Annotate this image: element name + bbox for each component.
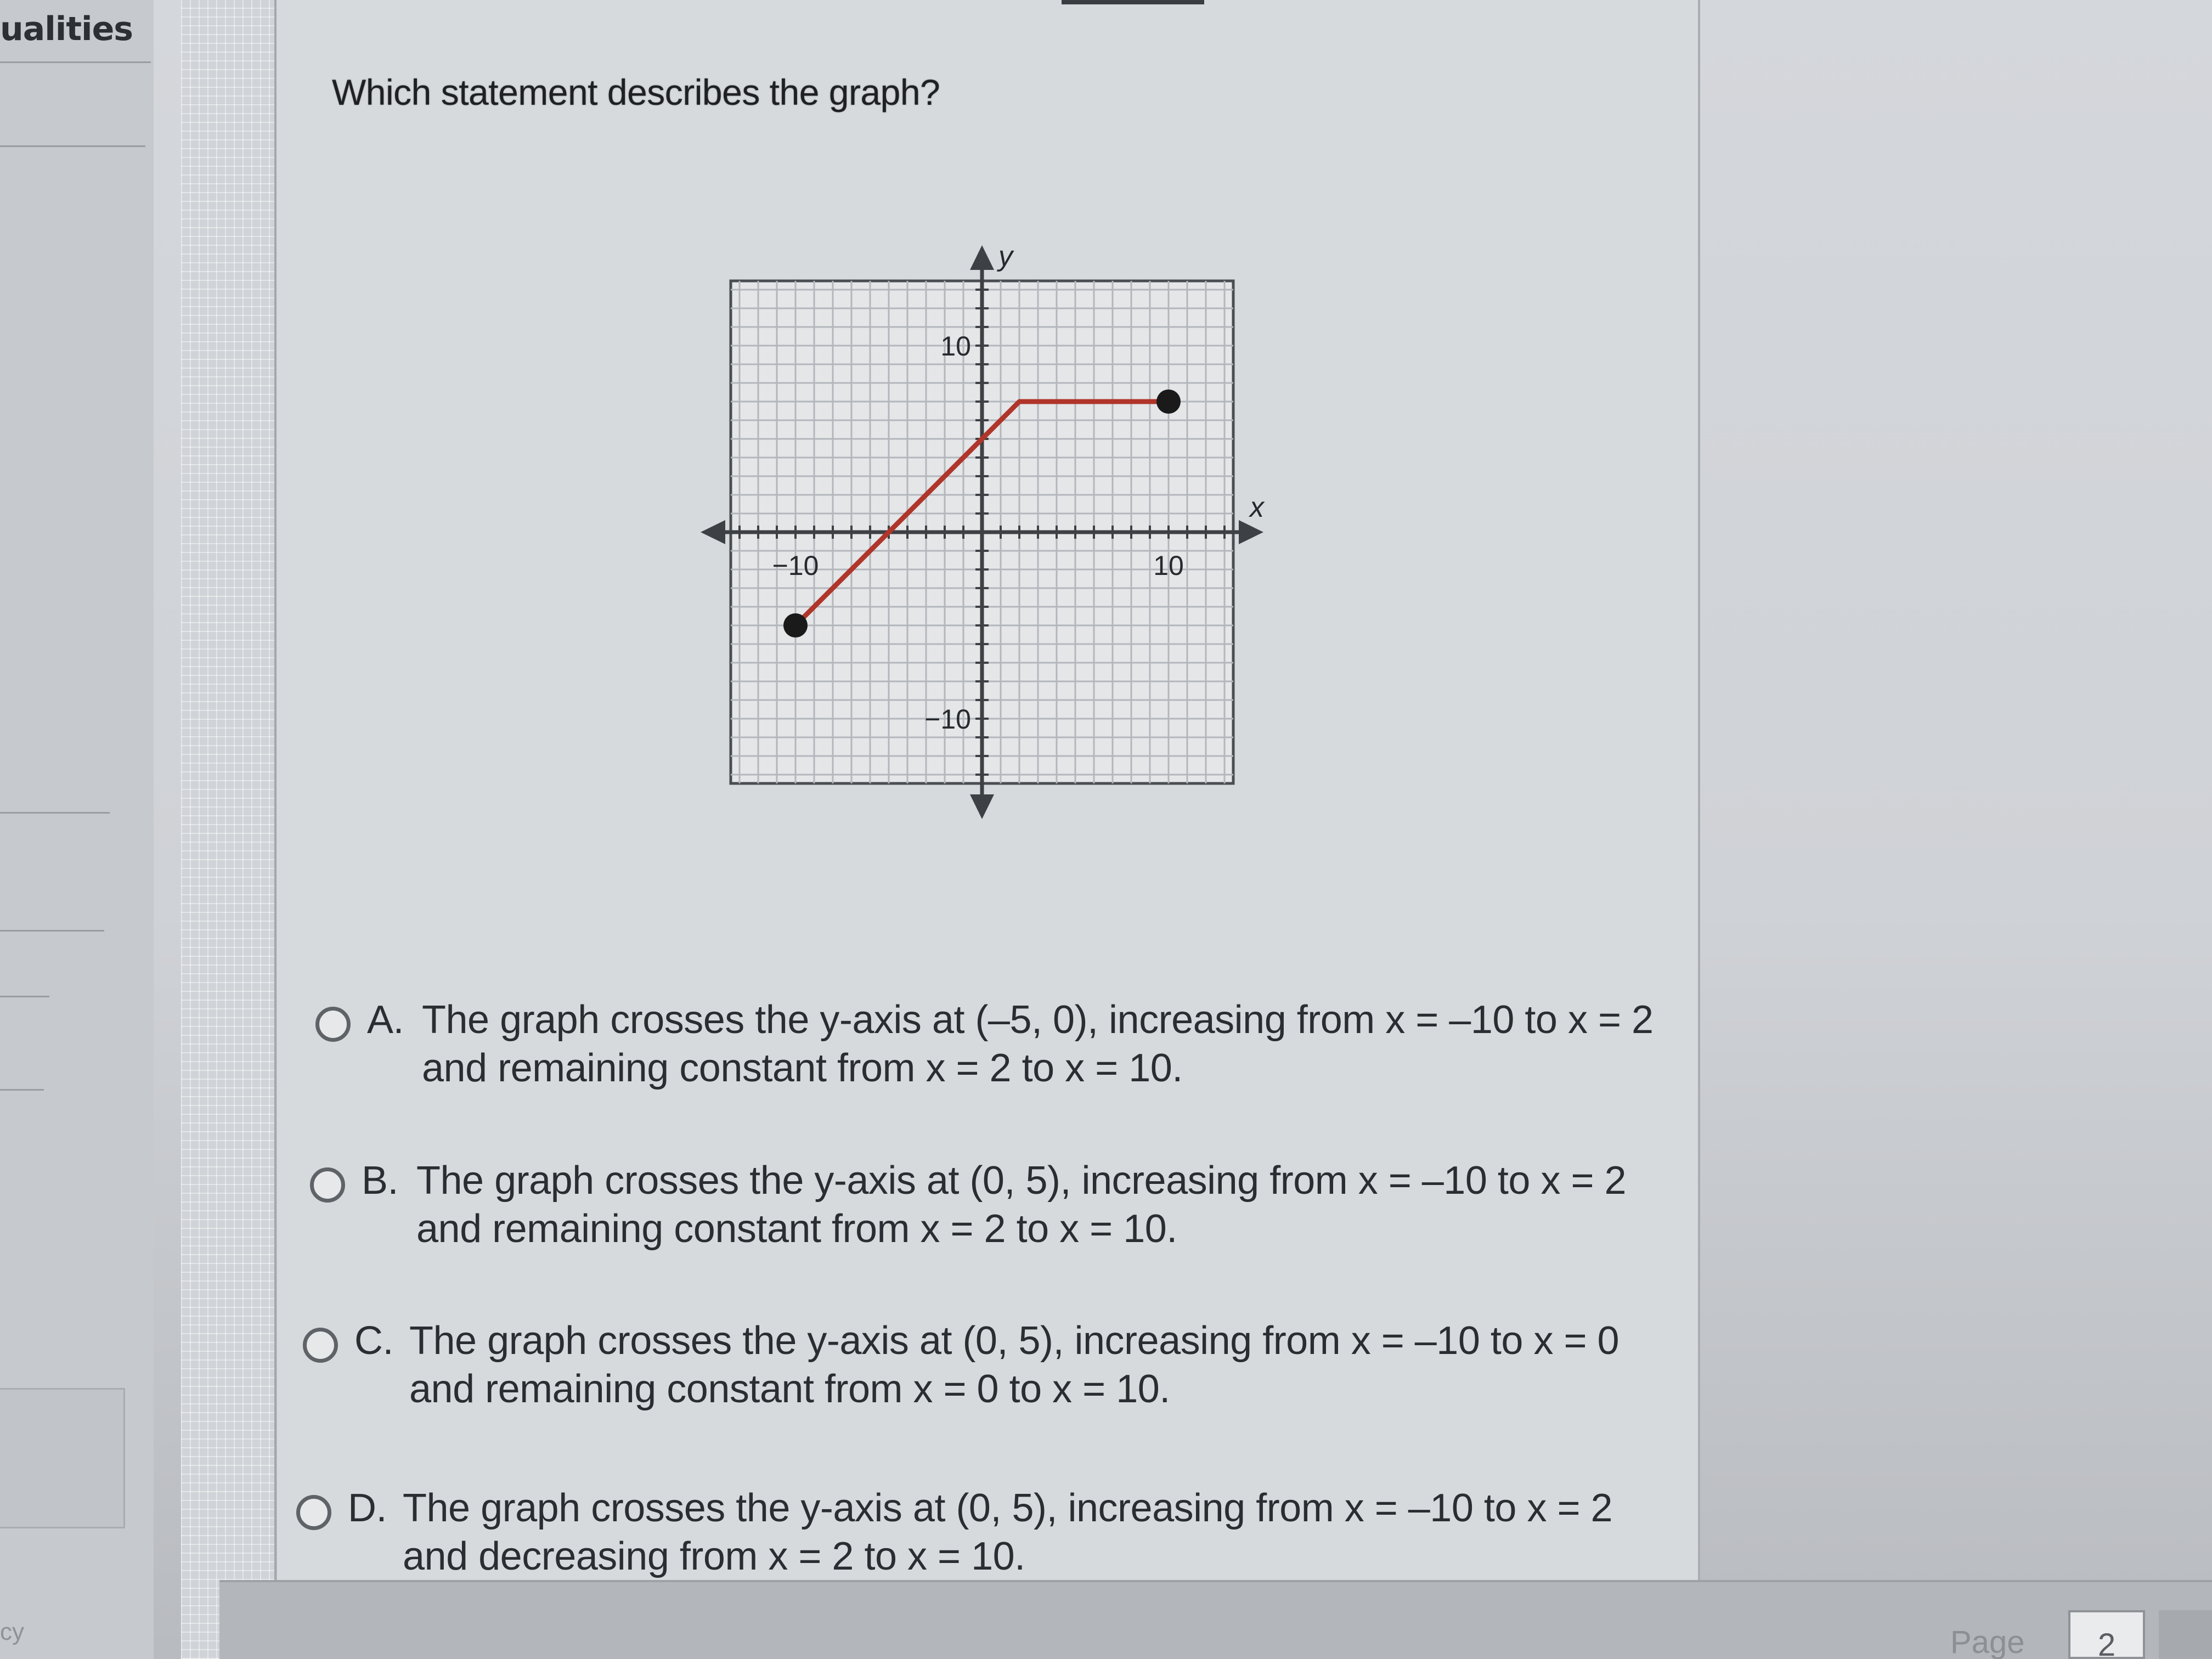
sidebar-divider <box>0 996 49 997</box>
y-axis-label: y <box>998 240 1013 272</box>
y-tick-label-neg10: −10 <box>924 704 971 735</box>
function-graph <box>614 159 1393 916</box>
sidebar-title[interactable]: ualities <box>0 10 133 48</box>
sidebar-panel <box>0 1388 125 1528</box>
sidebar-divider <box>0 61 151 63</box>
x-axis-arrow-left <box>701 520 725 544</box>
option-letter: C. <box>354 1319 393 1363</box>
option-text: The graph crosses the y-axis at (0, 5), increasing from x = –10 to x = 0 and remaining constant from x = 0 to x = 10. <box>409 1319 1620 1411</box>
y-axis-arrow-down <box>970 794 994 819</box>
option-b[interactable] <box>310 1156 1678 1253</box>
x-tick-label-neg10: −10 <box>772 550 819 581</box>
page-number-input[interactable]: 2 <box>2068 1610 2145 1659</box>
endpoint-dot <box>1156 390 1181 414</box>
option-letter: D. <box>348 1486 387 1530</box>
x-axis-arrow-right <box>1239 520 1263 544</box>
option-letter: A. <box>367 998 404 1042</box>
sidebar-divider <box>0 930 104 932</box>
sidebar-divider <box>0 145 145 147</box>
question-prompt: Which statement describes the graph? <box>332 72 940 112</box>
radio-button-b[interactable] <box>310 1167 345 1203</box>
sidebar-divider <box>0 1089 44 1091</box>
radio-button-c[interactable] <box>303 1328 338 1363</box>
page-next-button[interactable] <box>2159 1610 2212 1659</box>
bottom-toolbar <box>219 1580 2212 1659</box>
option-text: The graph crosses the y-axis at (0, 5), increasing from x = –10 to x = 2 and decreasing from x = 2 to x = 10. <box>403 1486 1613 1578</box>
sidebar <box>0 0 154 1659</box>
sidebar-divider <box>0 812 110 814</box>
y-axis-arrow-up <box>970 245 994 270</box>
option-letter: B. <box>362 1159 399 1203</box>
option-a[interactable] <box>315 996 1684 1092</box>
top-tab-indicator <box>1062 0 1204 4</box>
x-axis-label: x <box>1250 492 1264 523</box>
option-d[interactable] <box>296 1484 1664 1581</box>
page-label: Page <box>1950 1624 2025 1659</box>
radio-button-d[interactable] <box>296 1495 331 1530</box>
y-tick-label-10: 10 <box>940 331 971 362</box>
radio-button-a[interactable] <box>315 1007 351 1042</box>
option-text: The graph crosses the y-axis at (0, 5), increasing from x = –10 to x = 2 and remaining constant from x = 2 to x = 10. <box>416 1159 1627 1251</box>
option-text: The graph crosses the y-axis at (–5, 0), increasing from x = –10 to x = 2 and remaining constant from x = 2 to x = 10. <box>422 998 1654 1090</box>
sidebar-footer-text: cy <box>0 1618 24 1645</box>
x-tick-label-10: 10 <box>1153 550 1184 581</box>
option-c[interactable] <box>303 1317 1671 1413</box>
grid-strip <box>181 0 276 1659</box>
endpoint-dot <box>783 613 808 637</box>
